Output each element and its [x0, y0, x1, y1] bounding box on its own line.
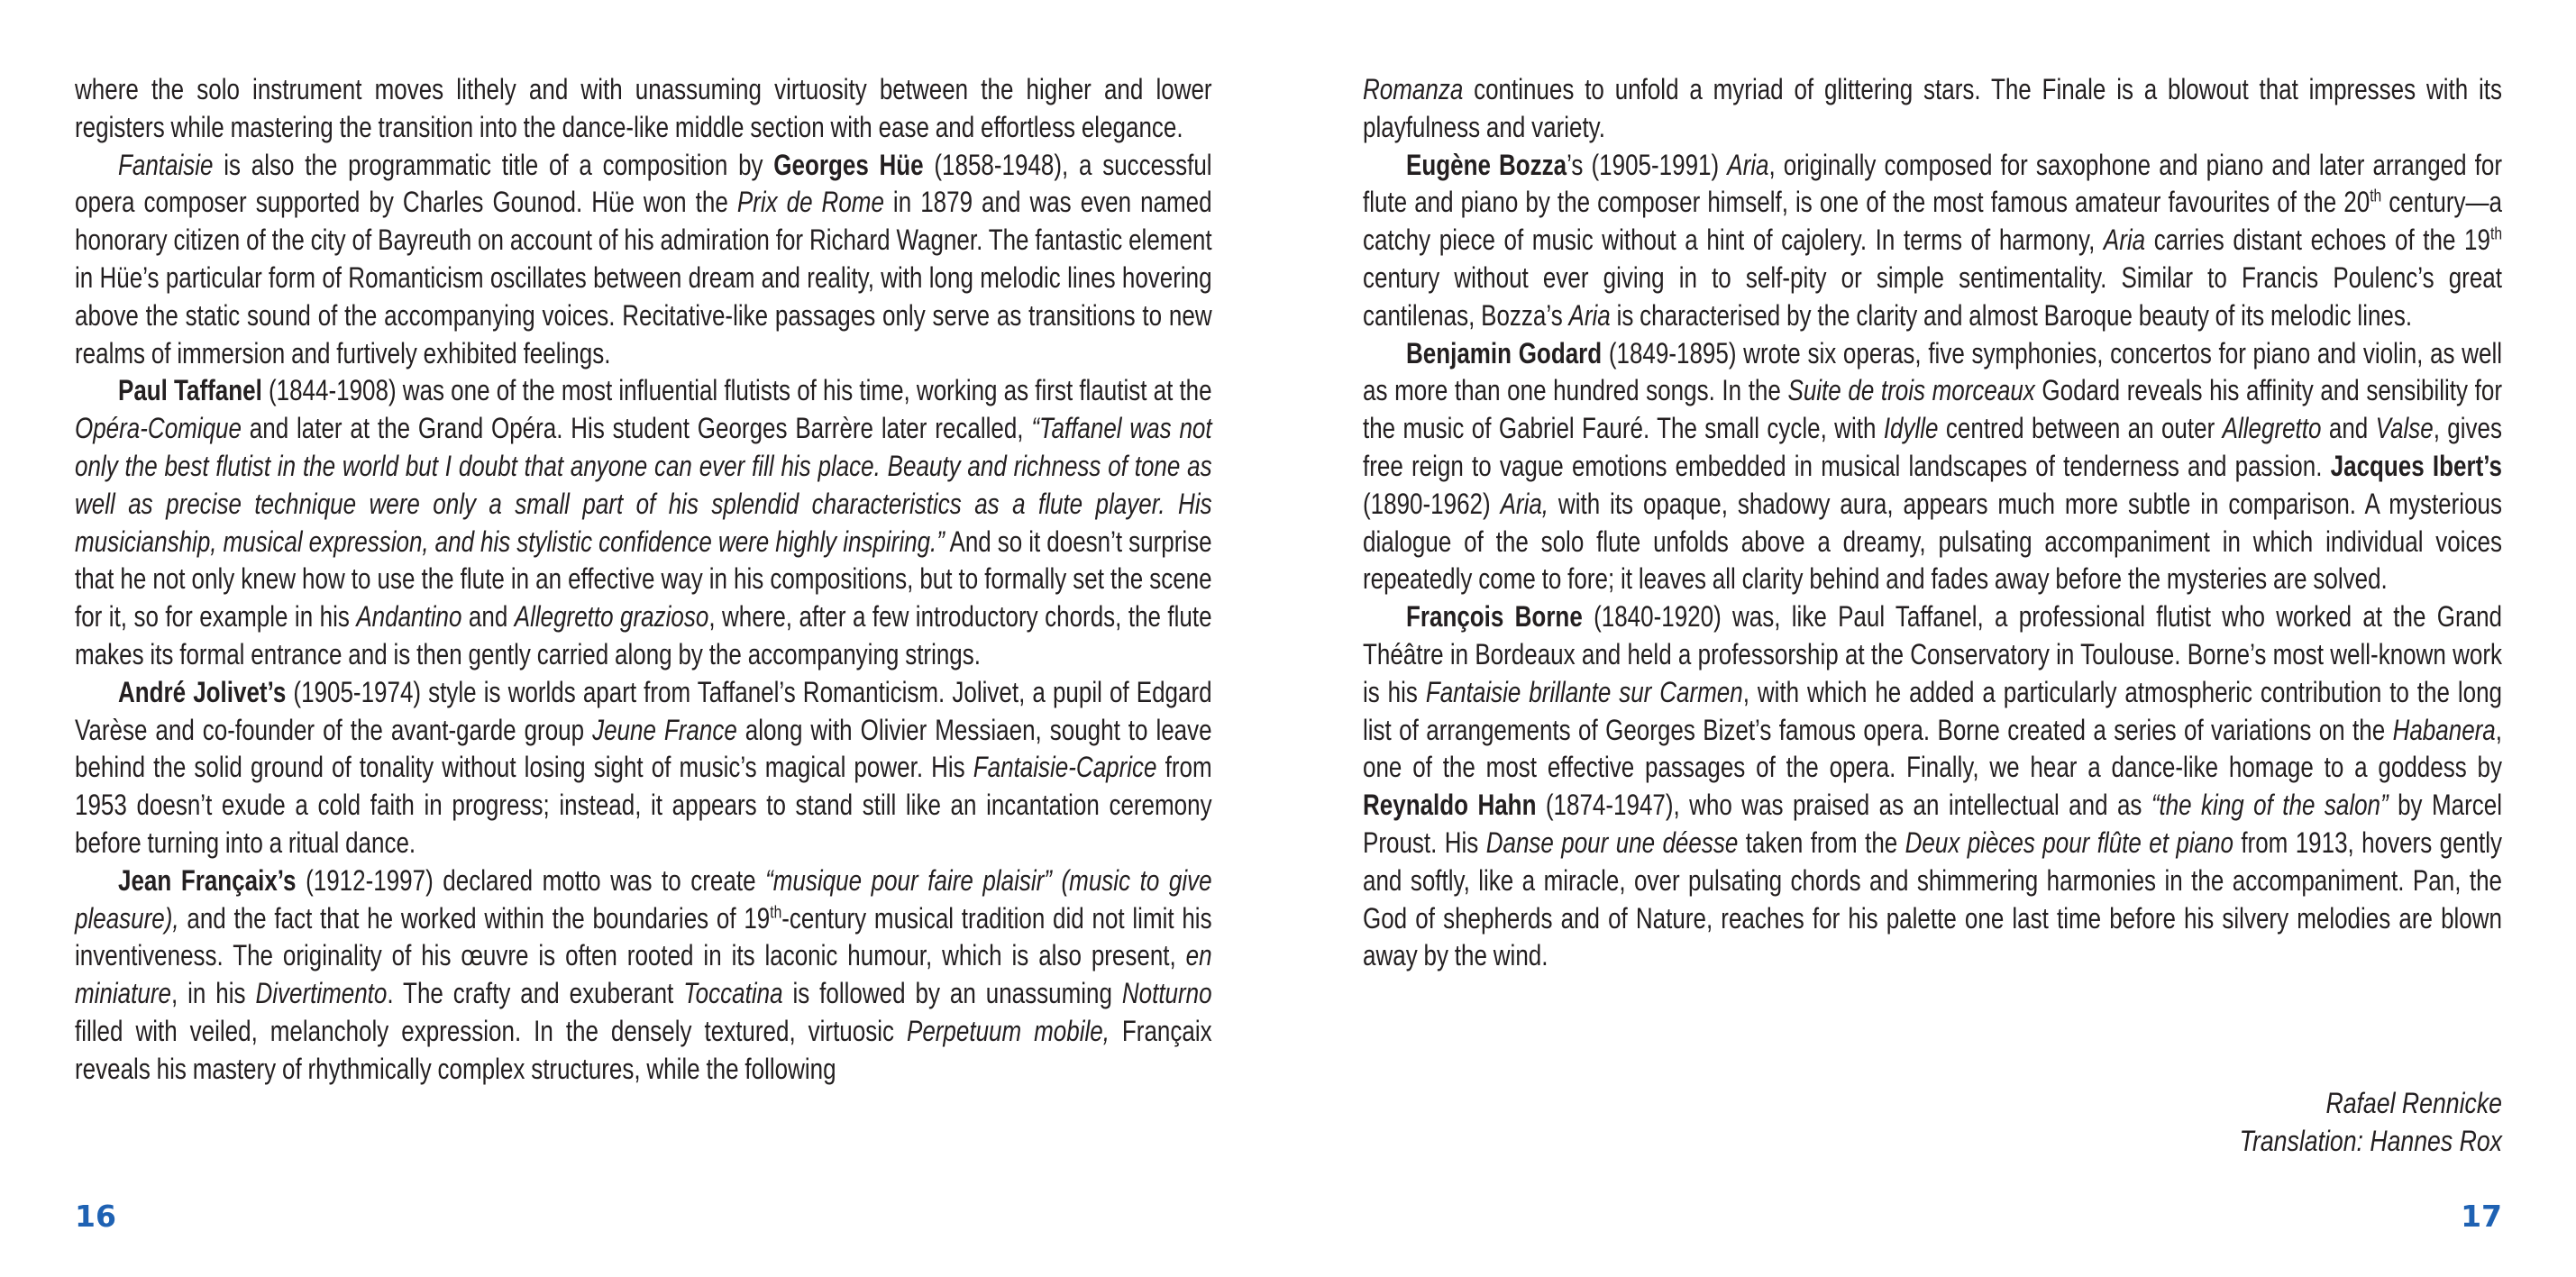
text-run: is followed by an unassuming: [782, 977, 1122, 1010]
italic-title: Deux pièces pour flûte et piano: [1905, 825, 2233, 859]
paragraph-jean-francaix: [75, 862, 1212, 1089]
text-run: along with Olivier Messiaen, sought to leave behind the solid ground of tonality without losing sight of music’s magical power. His: [75, 713, 1212, 784]
text-run: , originally composed for saxophone and piano and later arranged for flute and piano by the composer himself, is one of the most famous amateur favourites of the 20: [1363, 148, 2502, 219]
text-run: century without ever giving in to self-pity or simple sentimentality. Similar to Francis Poulenc’s great cantilenas, Bozza’s: [1363, 260, 2502, 332]
italic-title: “the king of the salon”: [2151, 789, 2389, 822]
text-run: Françaix reveals his mastery of rhythmically complex structures, while the following: [75, 1014, 1212, 1085]
italic-title: Allegretto: [2222, 412, 2322, 445]
text-run: (1890-1962): [1363, 487, 1501, 520]
text-run: , in his: [170, 977, 256, 1010]
bold-name: François Borne: [1406, 600, 1583, 634]
italic-title: Danse pour une déesse: [1485, 825, 1739, 859]
italic-title: en miniature: [75, 939, 1212, 1010]
italic-title: Fantaisie brillante sur Carmen: [1425, 675, 1743, 708]
italic-title: Valse: [2375, 412, 2434, 445]
paragraph-georges-hue: [75, 147, 1212, 373]
italic-title: Notturno: [1121, 977, 1212, 1010]
text-run: (1858-1948), a successful opera composer supported by Charles Gounod. Hüe won the: [75, 148, 1212, 219]
author-signature: [2059, 1085, 2502, 1161]
italic-title: Aria: [2103, 223, 2146, 257]
italic-title: Habanera: [2392, 713, 2496, 746]
text-run: , gives free reign to vague emotions embedded in musical landscapes of tenderness and passion.: [1363, 412, 2503, 482]
italic-title: Aria: [1727, 148, 1769, 181]
text-run: is characterised by the clarity and almost Baroque beauty of its melodic lines.: [1610, 298, 2413, 332]
italic-title: Idylle: [1883, 412, 1939, 445]
author-name: Rafael Rennicke: [2325, 1087, 2502, 1119]
text-run: in 1879 and was even named honorary citizen of the city of Bayreuth on account of his admiration for Richard Wagner. The fantastic element in Hüe’s particular form of Romanticism oscillates between dream and reality, with long melodic lines hovering above the static sound of the accompanying voices. Recitative-like passages only serve as transitions to new realms of immersion and furtively exhibited feelings.: [75, 186, 1212, 369]
italic-title: Divertimento: [255, 977, 388, 1010]
italic-title: Fantaisie: [118, 148, 214, 181]
right-page: [1288, 0, 2576, 1277]
text-run: (1849-1895) wrote six operas, five symphonies, concertos for piano and violin, as well as more than one hundred songs. In the: [1363, 336, 2503, 407]
bold-name: Jacques Ibert’s: [2330, 449, 2502, 482]
paragraph-francois-borne: [1363, 598, 2502, 975]
paragraph-andre-jolivet: [75, 674, 1212, 862]
text-run: (1844-1908) was one of the most influential flutists of his time, working as first flautist at the: [261, 374, 1212, 407]
paragraph-francaix-continuation: [1363, 71, 2502, 147]
text-run: , with which he added a particularly atmospheric contribution to the long list of arrangements of Georges Bizet’s famous opera. Borne created a series of variations on the: [1363, 675, 2503, 746]
text-run: and later at the Grand Opéra. His student Georges Barrère later recalled,: [241, 412, 1032, 445]
text-run: , where, after a few introductory chords, the flute makes its formal entrance and is then gently carried along by the accompanying strings.: [75, 600, 1212, 670]
text-run: taken from the: [1738, 825, 1905, 859]
italic-title: Aria: [1568, 298, 1611, 332]
italic-title: Suite de trois morceaux: [1787, 374, 2035, 407]
text-run: century—a catchy piece of music without a hint of cajolery. In terms of harmony,: [1363, 186, 2502, 257]
bold-name: Eugène Bozza: [1406, 148, 1567, 181]
italic-title: Opéra-Comique: [75, 412, 242, 445]
text-run: with its opaque, shadowy aura, appears much more subtle in comparison. A mysterious dialogue of the solo flute unfolds above a dreamy, pulsating accompaniment in which individual voices repeatedly come to fore; it leaves all clarity behind and fades away before the mysteries are solved.: [1363, 487, 2502, 596]
text-run: centred between an outer: [1938, 412, 2223, 445]
bold-name: Georges Hüe: [773, 148, 924, 181]
text-run: by Marcel Proust. His: [1363, 789, 2502, 859]
left-text-column: [75, 71, 1212, 1089]
italic-title: Jeune France: [592, 713, 737, 746]
italic-title: Romanza: [1363, 73, 1464, 105]
bold-name: André Jolivet’s: [118, 675, 287, 708]
paragraph-paul-taffanel: [75, 372, 1212, 673]
page-number: 16: [75, 1199, 116, 1234]
text-run: (1905-1974) style is worlds apart from Taffanel’s Romanticism. Jolivet, a pupil of Edgard Varèse and co-founder of the avant-garde group: [75, 675, 1212, 746]
text-run: ’s (1905-1991): [1567, 148, 1728, 181]
text-run: And so it doesn’t surprise that he not only knew how to use the flute in an effective way in his compositions, but to formally set the scene for it, so for example in his: [75, 524, 1212, 634]
page-number: 17: [2461, 1199, 2502, 1234]
italic-title: “musique pour faire plaisir” (music to give pleasure),: [75, 863, 1212, 935]
text-run: and: [2321, 412, 2376, 445]
bold-name: Jean Françaix’s: [118, 863, 297, 897]
paragraph-eugene-bozza: [1363, 147, 2502, 335]
italic-title: Andantino: [356, 600, 462, 634]
bold-name: Reynaldo Hahn: [1363, 789, 1537, 822]
text-run: Godard reveals his affinity and sensibility for the music of Gabriel Fauré. The small cycle, with: [1363, 374, 2502, 445]
text-run: from 1913, hovers gently and softly, like a miracle, over pulsating chords and shimmering harmonies in the accompaniment. Pan, the God of shepherds and of Nature, reaches for his palette one last time before his silvery melodies are blown away by the wind.: [1363, 825, 2502, 972]
text-run: filled with veiled, melancholy expression. In the densely textured, virtuosic: [75, 1014, 907, 1047]
translator-credit: Translation: Hannes Rox: [2239, 1124, 2502, 1157]
text-run: and: [461, 600, 515, 634]
italic-title: Allegretto grazioso: [514, 600, 709, 634]
italic-title: “Taffanel was not only the best flutist in the world but I doubt that anyone can ever fill his place. Beauty and richness of tone as well as precise technique were only a small part of his splendid characteristics as a flute player. His musicianship, musical expression, and his stylistic confidence were highly inspiring.”: [75, 412, 1212, 558]
paragraph-benjamin-godard: [1363, 335, 2502, 599]
text-run: from 1953 doesn’t exude a cold faith in progress; instead, it appears to stand still like an incantation ceremony before turning into a ritual dance.: [75, 751, 1212, 859]
text-run: carries distant echoes of the 19: [2145, 223, 2490, 257]
text-run: and the fact that he worked within the boundaries of 19: [178, 901, 771, 935]
italic-title: Toccatina: [683, 977, 783, 1010]
text-run: (1840-1920) was, like Paul Taffanel, a professional flutist who worked at the Grand Théâtre in Bordeaux and held a professorship at the Conservatory in Toulouse. Borne’s most well-known work is his: [1363, 600, 2503, 708]
text-run: continues to unfold a myriad of glittering stars. The Finale is a blowout that impresses with its playfulness and variety.: [1363, 73, 2502, 143]
ordinal-superscript: th: [770, 901, 782, 922]
italic-title: Perpetuum mobile,: [906, 1014, 1110, 1047]
italic-title: Fantaisie-Caprice: [973, 751, 1157, 784]
text-run: . The crafty and exuberant: [387, 977, 684, 1010]
text-run: is also the programmatic title of a composition by: [213, 148, 774, 181]
italic-title: Aria,: [1500, 487, 1549, 520]
text-run: , one of the most effective passages of the opera. Finally, we hear a dance-like homage to a goddess by: [1363, 713, 2502, 784]
text-run: (1874-1947), who was praised as an intellectual and as: [1536, 789, 2151, 822]
right-text-column: [1363, 71, 2502, 975]
bold-name: Benjamin Godard: [1406, 336, 1603, 369]
bold-name: Paul Taffanel: [118, 374, 262, 407]
paragraph-intro-continuation: [75, 71, 1212, 147]
text-run: -century musical tradition did not limit his inventiveness. The originality of his œuvre is often rooted in its laconic humour, which is also present,: [75, 901, 1212, 972]
italic-title: Prix de Rome: [736, 186, 884, 219]
text-run: where the solo instrument moves lithely and with unassuming virtuosity between the higher and lower registers while mastering the transition into the dance-like middle section with ease and effortless elegance.: [75, 73, 1212, 143]
ordinal-superscript: th: [2370, 186, 2382, 206]
text-run: (1912-1997) declared motto was to create: [296, 863, 766, 897]
ordinal-superscript: th: [2489, 223, 2502, 244]
